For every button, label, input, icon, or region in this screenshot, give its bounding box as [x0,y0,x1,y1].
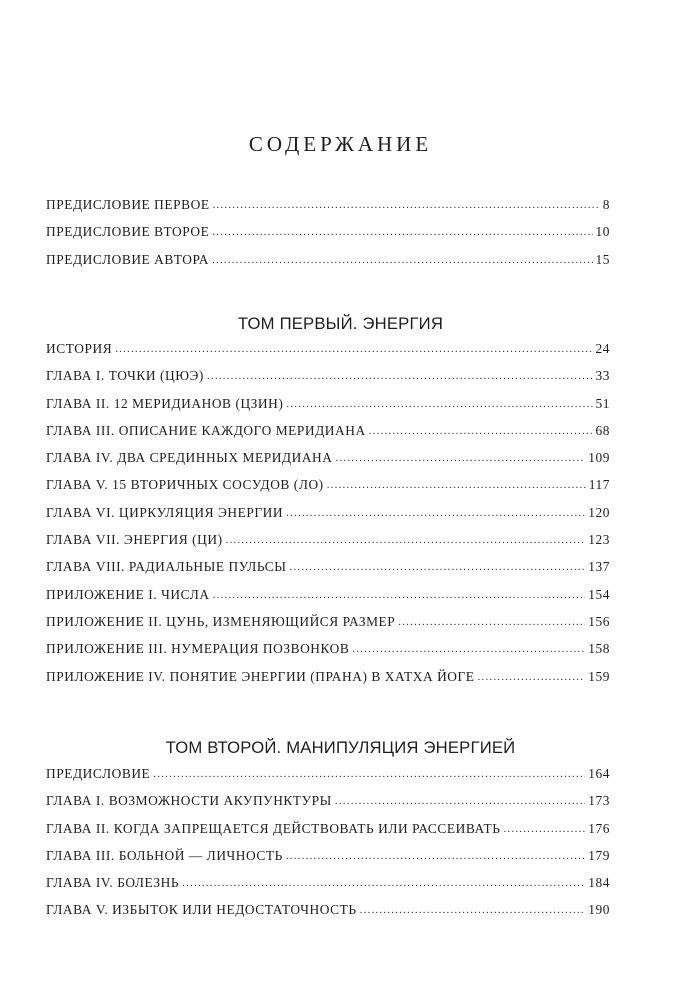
dot-leader [207,370,593,382]
toc-entry-page-number: 164 [588,766,610,781]
toc-entry-page-number: 176 [588,820,610,836]
toc-entry-label: ГЛАВА IV. ДВА СРЕДИННЫХ МЕРИДИАНА [46,450,333,466]
toc-entry[interactable] [46,368,610,395]
toc-entry[interactable] [46,766,610,793]
toc-entry-page-number: 8 [602,197,610,212]
dot-leader [286,507,585,519]
preface-toc-list [46,197,610,279]
toc-entry[interactable] [46,423,610,450]
toc-entry-label: ГЛАВА II. 12 МЕРИДИАНОВ (ЦЗИН) [46,395,284,411]
dot-leader [369,425,593,437]
toc-entry[interactable] [46,821,610,848]
toc-entry-label: ГЛАВА VII. ЭНЕРГИЯ (ЦИ) [46,532,223,548]
toc-entry-label: ГЛАВА I. ВОЗМОЖНОСТИ АКУПУНКТУРЫ [46,793,332,809]
toc-entry-page-number: 10 [595,224,610,240]
toc-entry-page-number: 68 [595,422,610,438]
toc-entry[interactable] [46,341,610,368]
toc-entry[interactable] [46,875,610,902]
toc-entry-label: ГЛАВА IV. БОЛЕЗНЬ [46,875,180,891]
toc-entry-label: ГЛАВА III. ОПИСАНИЕ КАЖДОГО МЕРИДИАНА [46,422,366,438]
toc-entry-page-number: 184 [588,875,610,891]
toc-entry[interactable] [46,477,610,504]
toc-entry-page-number: 51 [595,395,610,411]
toc-entry[interactable] [46,641,610,668]
dot-leader [212,254,593,266]
toc-entry-label: ПРЕДИСЛОВИЕ АВТОРА [46,251,209,267]
toc-entry-label: ПРЕДИСЛОВИЕ ПЕРВОЕ [46,197,210,212]
toc-entry-page-number: 33 [595,368,610,384]
toc-entry-label: ПРИЛОЖЕНИЕ I. ЧИСЛА [46,586,210,602]
toc-entry-page-number: 109 [588,450,610,466]
toc-entry-label: ГЛАВА VIII. РАДИАЛЬНЫЕ ПУЛЬСЫ [46,559,287,575]
page-title: СОДЕРЖАНИЕ [248,132,433,156]
toc-entry[interactable] [46,252,610,279]
toc-entry-page-number: 156 [588,613,610,629]
toc-entry[interactable] [46,587,610,614]
dot-leader [478,671,586,683]
dot-leader [153,768,585,780]
toc-entry-label: ГЛАВА V. ИЗБЫТОК ИЛИ НЕДОСТАТОЧНОСТЬ [46,902,357,918]
toc-entry-page-number: 158 [588,641,610,657]
dot-leader [503,823,585,835]
dot-leader [115,343,592,355]
volume1-toc-list [46,341,610,696]
dot-leader [398,616,585,628]
toc-entry[interactable] [46,450,610,477]
dot-leader [286,850,585,862]
toc-entry-label: ГЛАВА V. 15 ВТОРИЧНЫХ СОСУДОВ (ЛО) [46,477,324,493]
dot-leader [352,643,585,655]
toc-entry-label: ПРИЛОЖЕНИЕ IV. ПОНЯТИЕ ЭНЕРГИИ (ПРАНА) В ХАТХА ЙОГЕ [46,668,475,684]
toc-entry[interactable] [46,559,610,586]
dot-leader [290,561,586,573]
dot-leader [336,452,586,464]
toc-entry-page-number: 159 [588,668,610,684]
dot-leader [226,534,586,546]
dot-leader [286,398,592,410]
volume2-toc-list [46,766,610,930]
toc-entry[interactable] [46,793,610,820]
dot-leader [327,479,586,491]
toc-entry-label: ПРЕДИСЛОВИЕ ВТОРОЕ [46,224,210,240]
volume1-heading: ТОМ ПЕРВЫЙ. ЭНЕРГИЯ [237,314,444,333]
toc-entry[interactable] [46,505,610,532]
dot-leader [213,199,600,211]
toc-entry-label: ПРЕДИСЛОВИЕ [46,766,151,781]
toc-entry[interactable] [46,396,610,423]
toc-entry-page-number: 24 [595,341,610,356]
dot-leader [212,226,592,238]
toc-entry[interactable] [46,902,610,929]
toc-entry-label: ГЛАВА I. ТОЧКИ (ЦЮЭ) [46,368,204,384]
toc-entry-page-number: 154 [588,586,610,602]
dot-leader [182,877,585,889]
toc-entry-page-number: 179 [588,847,610,863]
toc-entry-label: ИСТОРИЯ [46,341,113,356]
dot-leader [360,904,586,916]
toc-entry-page-number: 123 [588,532,610,548]
toc-entry-label: ПРИЛОЖЕНИЕ II. ЦУНЬ, ИЗМЕНЯЮЩИЙСЯ РАЗМЕР [46,613,396,629]
volume2-heading: ТОМ ВТОРОЙ. МАНИПУЛЯЦИЯ ЭНЕРГИЕЙ [165,738,516,757]
toc-entry-label: ГЛАВА III. БОЛЬНОЙ — ЛИЧНОСТЬ [46,847,283,863]
toc-entry-page-number: 137 [588,559,610,575]
toc-entry-label: ГЛАВА VI. ЦИРКУЛЯЦИЯ ЭНЕРГИИ [46,504,284,520]
toc-entry-page-number: 117 [588,477,610,493]
toc-entry-label: ГЛАВА II. КОГДА ЗАПРЕЩАЕТСЯ ДЕЙСТВОВАТЬ ИЛИ РАССЕИВАТЬ [46,820,501,836]
toc-entry[interactable] [46,197,610,224]
toc-entry-page-number: 190 [588,902,610,918]
dot-leader [335,795,585,807]
toc-entry[interactable] [46,224,610,251]
toc-entry[interactable] [46,848,610,875]
toc-entry-page-number: 120 [588,504,610,520]
toc-entry-page-number: 173 [588,793,610,809]
toc-entry[interactable] [46,614,610,641]
toc-entry[interactable] [46,669,610,696]
toc-entry-label: ПРИЛОЖЕНИЕ III. НУМЕРАЦИЯ ПОЗВОНКОВ [46,641,350,657]
toc-entry-page-number: 15 [595,251,610,267]
toc-entry[interactable] [46,532,610,559]
dot-leader [213,589,586,601]
